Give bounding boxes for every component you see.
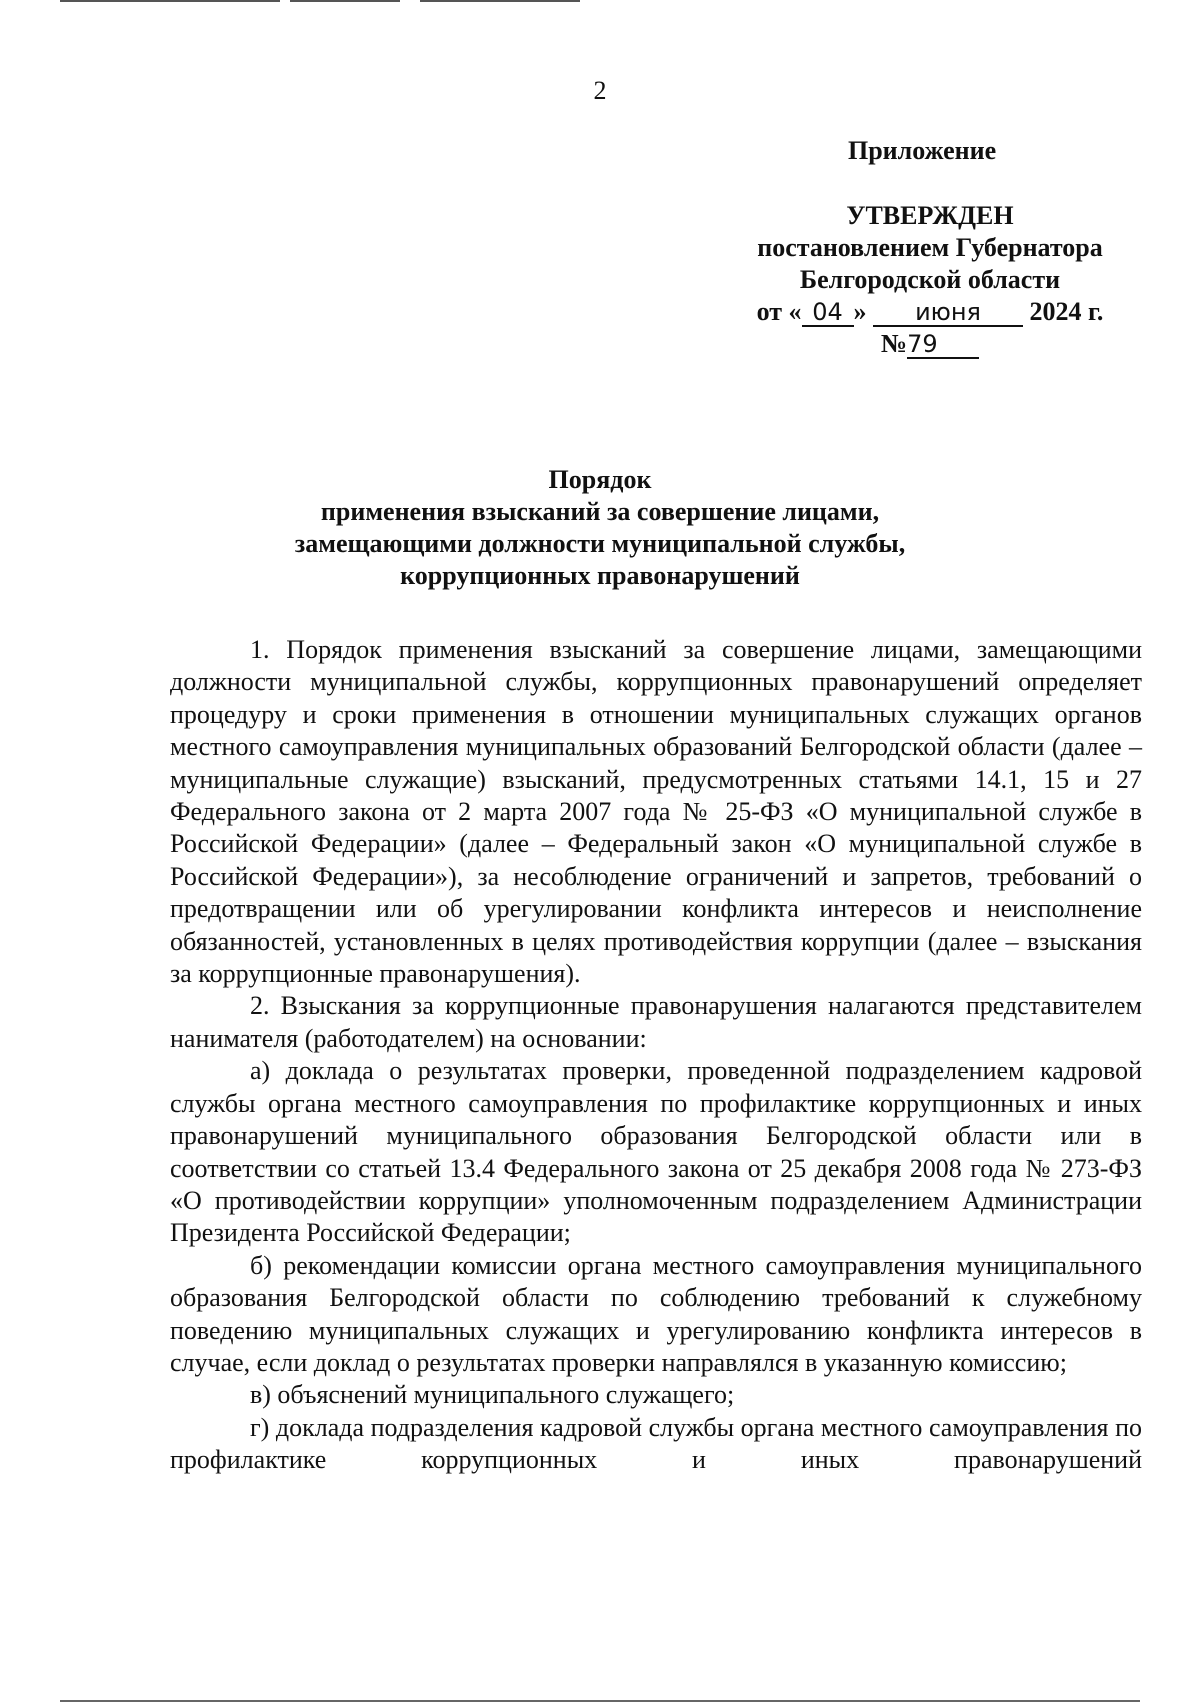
date-year: 2024 г.: [1029, 297, 1104, 326]
approval-stamp-block: [740, 200, 1120, 360]
document-title: [0, 464, 1200, 592]
paragraph-2: 2. Взыскания за коррупционные правонарушения налагаются представителем нанимателя (работодателем) на основании:: [170, 991, 1142, 1053]
scan-bottom-border: [60, 1700, 1140, 1702]
paragraph-2v: в) объяснений муниципального служащего;: [250, 1380, 735, 1410]
paragraph-2g: г) доклада подразделения кадровой службы органа местного самоуправления по профилактике коррупционных и иных правонарушений: [170, 1412, 1142, 1475]
title-line-2: применения взысканий за совершение лицами,: [320, 497, 880, 526]
paragraph-2b: б) рекомендации комиссии органа местного самоуправления муниципального образования Белгородской области по соблюдению требований к служебному поведению муниципальных служащих и урегулированию конфликта интересов в случае, если доклад о результатах проверки направлялся в указанную комиссию;: [170, 1250, 1142, 1377]
paragraph-1: 1. Порядок применения взысканий за совершение лицами, замещающими должности муниципальной службы, коррупционных правонарушений определяет процедуру и сроки применения в отношении муниципальных служащих органов местного самоуправления муниципальных образований Белгородской области (далее – муниципальные служащие) взысканий, предусмотренных статьями 14.1, 15 и 27 Федерального закона от 2 марта 2007 года № 25-ФЗ «О муниципальной службе в Российской Федерации» (далее – Федеральный закон «О муниципальной службе в Российской Федерации»), за несоблюдение ограничений и запретов, требований о предотвращении или об урегулировании конфликта интересов и неисполнение обязанностей, установленных в целях противодействия коррупции (далее – взыскания за коррупционные правонарушения).: [170, 635, 1142, 989]
page-number: 2: [593, 76, 607, 105]
title-line-1: Порядок: [548, 465, 652, 494]
title-line-4: коррупционных правонарушений: [400, 561, 800, 590]
approved-by-line1: постановлением Губернатора: [757, 233, 1103, 262]
paragraph-2a: а) доклада о результатах проверки, проведенной подразделением кадровой службы органа местного самоуправления по профилактике коррупционных и иных правонарушений муниципального образования Белгородской области или в соответствии со статьей 13.4 Федерального закона от 25 декабря 2008 года № 273-ФЗ «О противодействии коррупции» уполномоченным подразделением Администрации Президента Российской Федерации;: [170, 1056, 1142, 1248]
appendix-label: Приложение: [848, 136, 997, 165]
document-body: [170, 634, 1142, 1477]
number-prefix: №: [880, 329, 908, 358]
approved-by-line2: Белгородской области: [799, 265, 1061, 294]
approval-date-line: [740, 296, 1120, 328]
number-handwritten: 79: [907, 331, 979, 359]
date-day-handwritten: 04: [802, 299, 854, 327]
scan-top-border-right: [420, 0, 580, 2]
scan-top-border-left: [60, 0, 280, 2]
approval-number-line: [740, 328, 1120, 360]
scan-top-border-mid: [290, 0, 400, 2]
date-prefix: от «: [756, 297, 802, 326]
date-mid: »: [853, 297, 867, 326]
date-month-handwritten: июня: [873, 299, 1023, 327]
approved-heading: УТВЕРЖДЕН: [846, 201, 1014, 230]
title-line-3: замещающими должности муниципальной службы,: [294, 529, 906, 558]
